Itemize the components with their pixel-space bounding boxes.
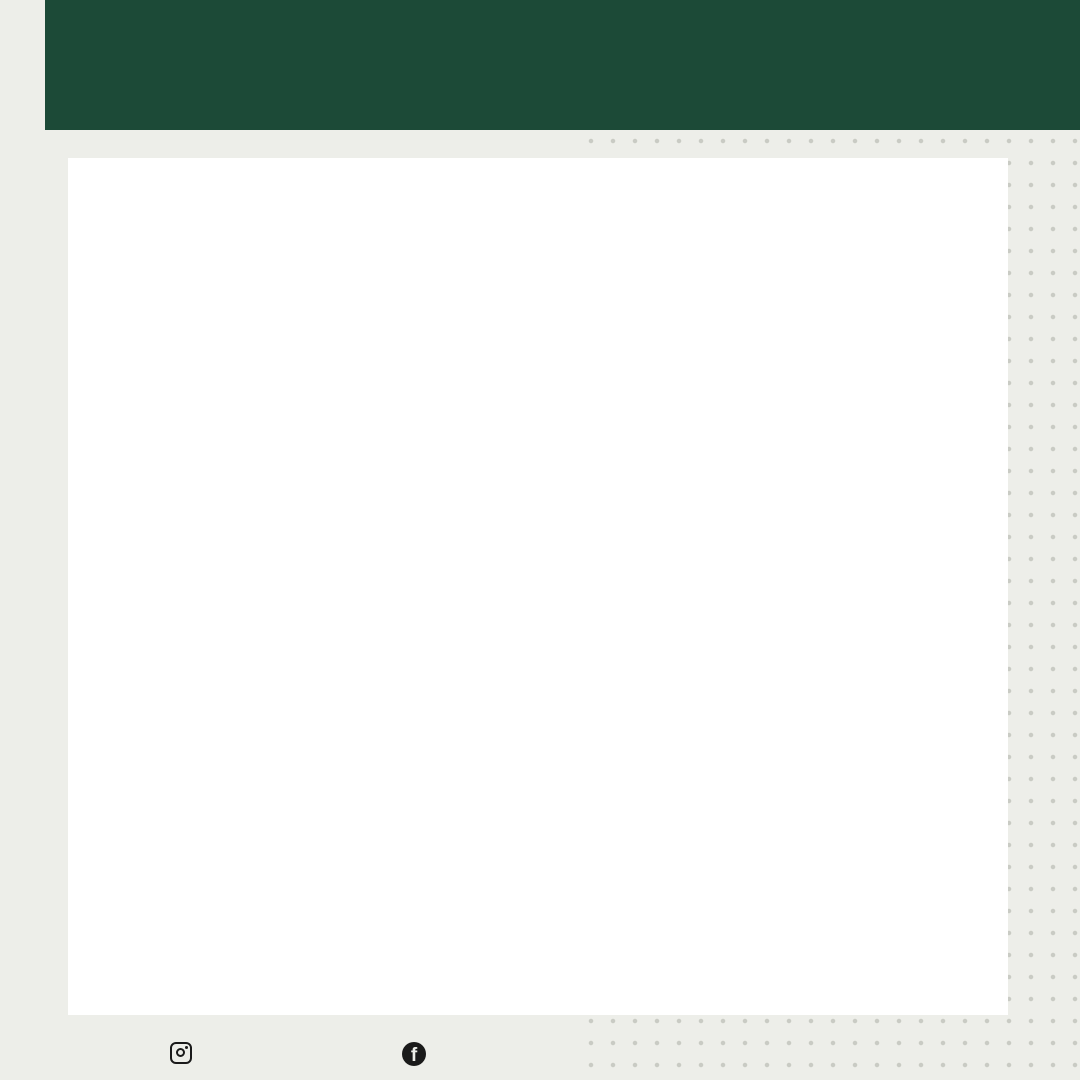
facebook-icon: f xyxy=(402,1042,426,1066)
yellow-dot-icon xyxy=(935,38,951,54)
blue-bar xyxy=(401,130,579,143)
footer xyxy=(170,1040,870,1070)
instagram-icon xyxy=(170,1042,192,1064)
tariff-table xyxy=(68,158,1008,1015)
red-bar xyxy=(223,130,401,143)
red-dot-icon xyxy=(962,38,978,54)
color-bars xyxy=(45,130,579,143)
blue-dot-icon xyxy=(989,38,1005,54)
yellow-bar xyxy=(45,130,223,143)
header-banner xyxy=(45,0,1080,130)
header-dots xyxy=(935,38,1005,54)
